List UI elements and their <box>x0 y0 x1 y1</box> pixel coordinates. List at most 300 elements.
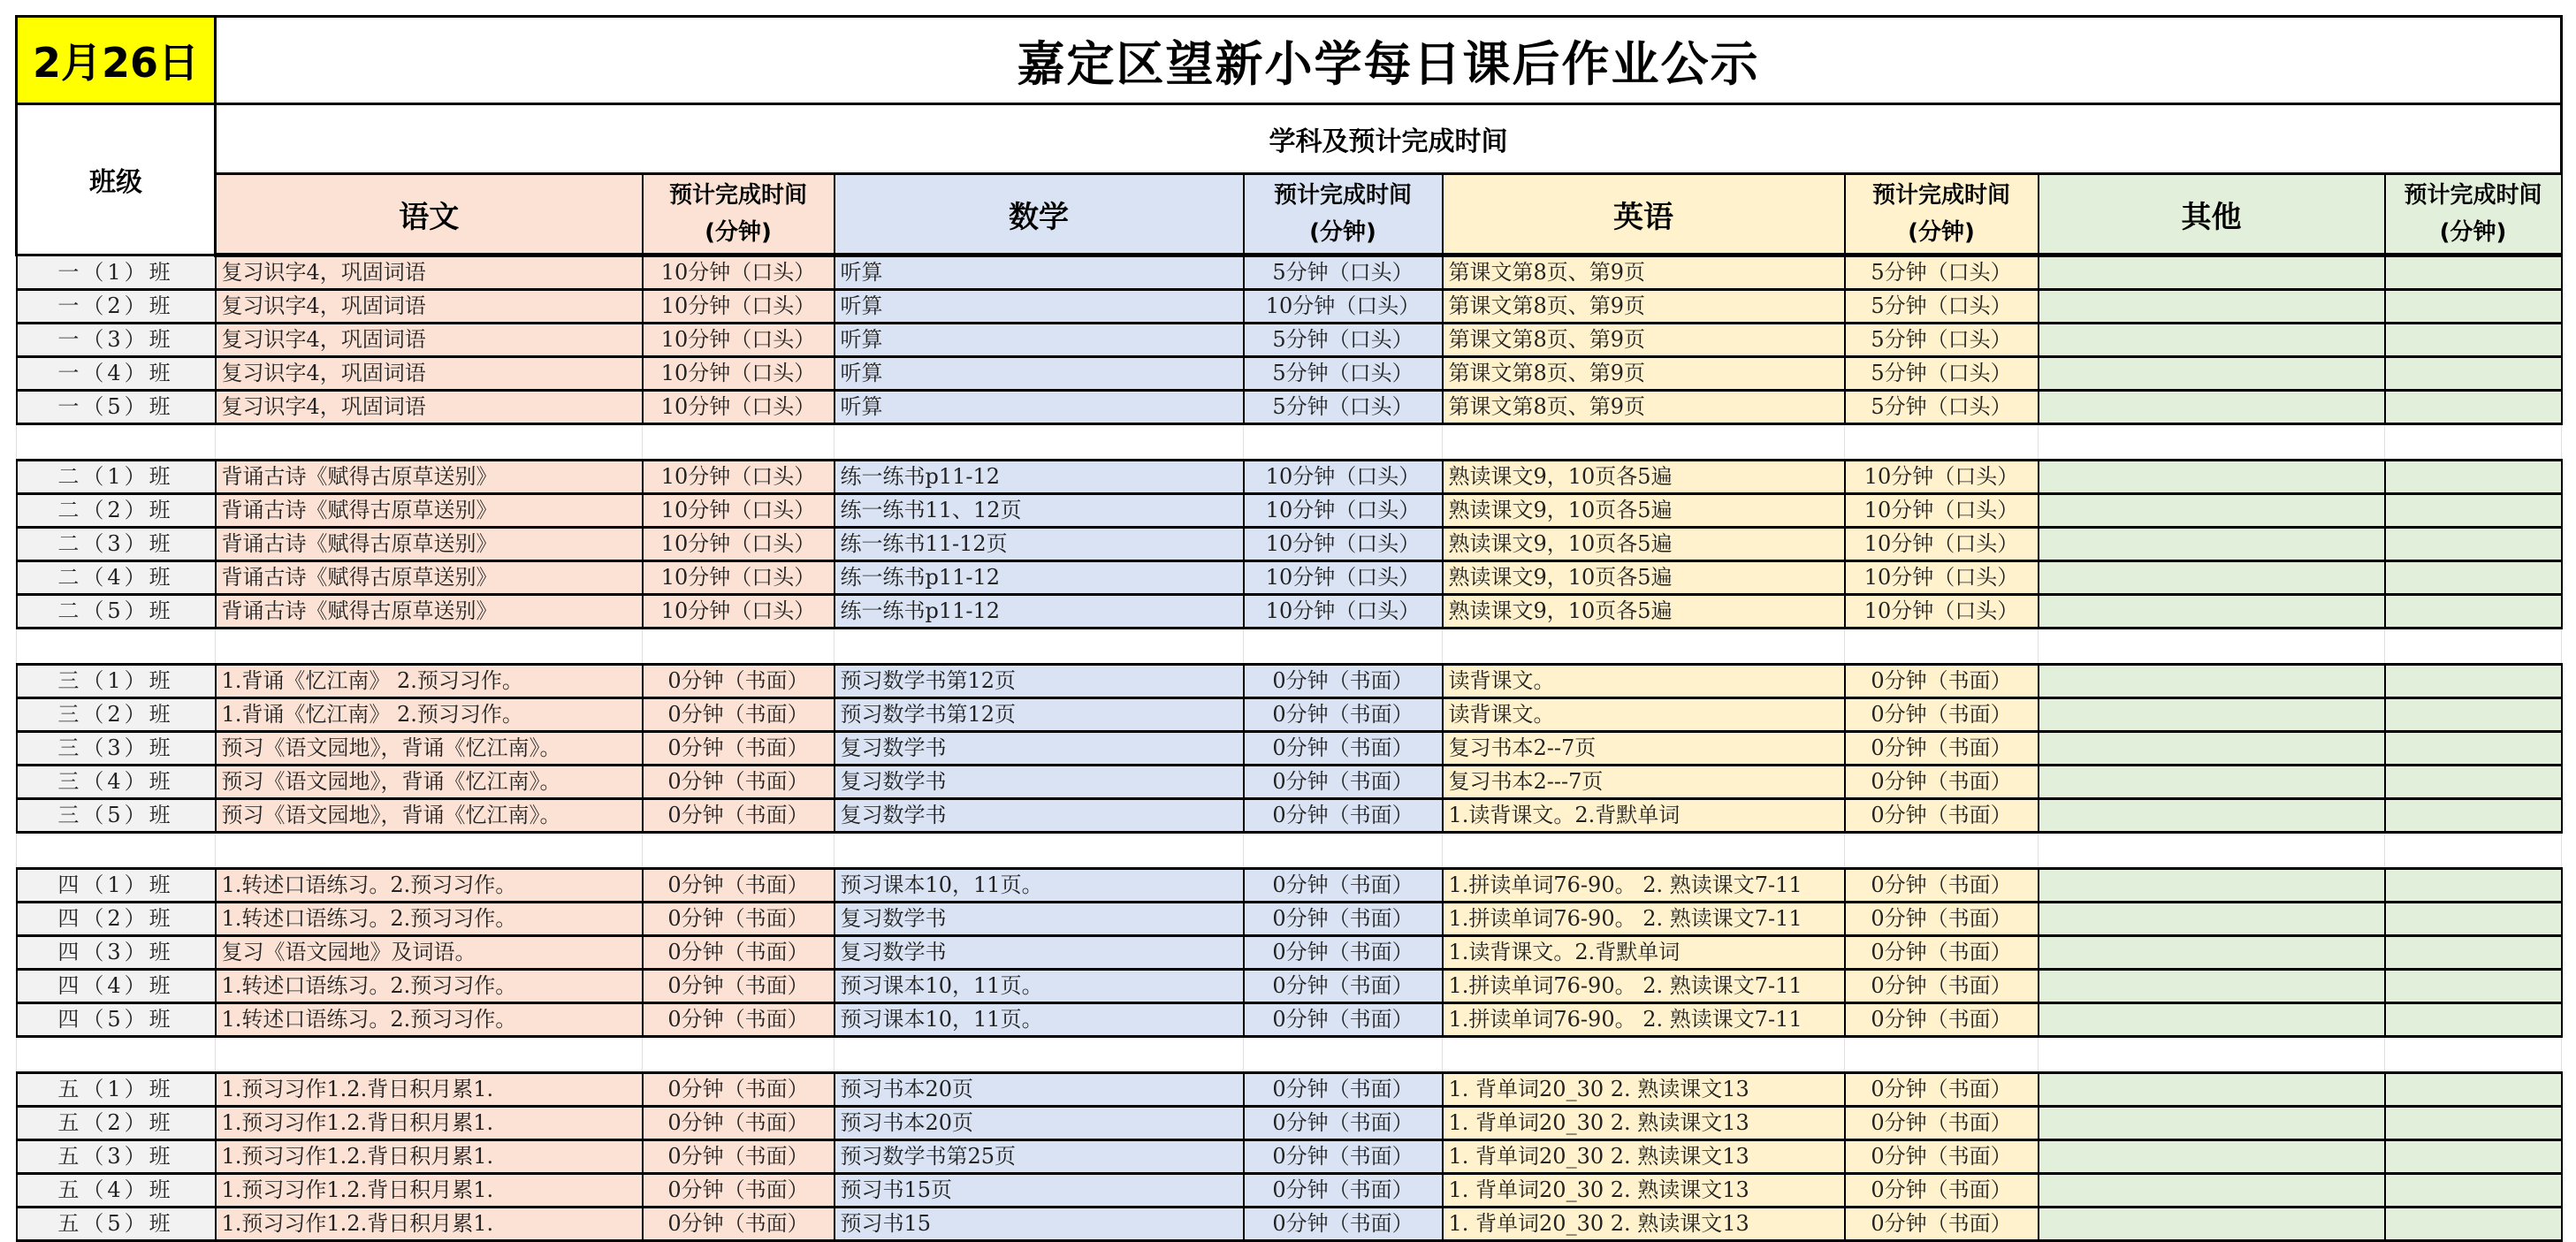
time-header-line2: (分钟) <box>1309 219 1376 246</box>
spacer-cell <box>643 833 835 869</box>
english-homework-cell: 第课文第8页、第9页 <box>1443 324 1845 357</box>
table-row <box>17 1073 2562 1107</box>
class-cell: 五（2）班 <box>17 1107 216 1140</box>
other-homework-cell <box>2039 561 2385 595</box>
other-time-cell <box>2385 1073 2562 1107</box>
chinese-column-header: 语文 <box>216 174 643 255</box>
english-homework-cell: 1. 背单词20_30 2. 熟读课文13 <box>1443 1174 1845 1208</box>
other-time-cell <box>2385 324 2562 357</box>
english-time-cell: 0分钟（书面） <box>1845 903 2039 936</box>
math-time-cell: 0分钟（书面） <box>1244 903 1443 936</box>
math-homework-cell: 复习数学书 <box>835 732 1244 766</box>
english-time-cell: 0分钟（书面） <box>1845 970 2039 1003</box>
english-homework-cell: 1. 背单词20_30 2. 熟读课文13 <box>1443 1073 1845 1107</box>
other-column-header: 其他 <box>2039 174 2385 255</box>
chinese-homework-cell: 1.背诵《忆江南》 2.预习习作。 <box>216 665 643 698</box>
chinese-time-cell: 0分钟（书面） <box>643 1174 835 1208</box>
spacer-cell <box>1443 629 1845 665</box>
english-homework-cell: 1.读背课文。2.背默单词 <box>1443 936 1845 970</box>
chinese-homework-cell: 1.转述口语练习。2.预习习作。 <box>216 1003 643 1037</box>
math-time-cell: 10分钟（口头） <box>1244 561 1443 595</box>
math-homework-cell: 预习课本10，11页。 <box>835 1003 1244 1037</box>
spacer-row <box>17 629 2562 665</box>
math-homework-cell: 听算 <box>835 391 1244 424</box>
english-time-cell: 0分钟（书面） <box>1845 698 2039 732</box>
other-homework-cell <box>2039 528 2385 561</box>
date-cell: 2月26日 <box>17 17 216 104</box>
chinese-time-cell: 10分钟（口头） <box>643 461 835 494</box>
class-cell: 五（4）班 <box>17 1174 216 1208</box>
english-time-cell: 0分钟（书面） <box>1845 1140 2039 1174</box>
class-cell: 四（5）班 <box>17 1003 216 1037</box>
english-homework-cell: 熟读课文9，10页各5遍 <box>1443 528 1845 561</box>
english-time-cell: 0分钟（书面） <box>1845 1073 2039 1107</box>
table-row <box>17 357 2562 391</box>
other-time-cell <box>2385 1107 2562 1140</box>
other-time-cell <box>2385 290 2562 324</box>
spacer-cell <box>2039 629 2385 665</box>
english-homework-cell: 1.拼读单词76-90。 2. 熟读课文7-11 <box>1443 869 1845 903</box>
other-homework-cell <box>2039 903 2385 936</box>
other-time-cell <box>2385 799 2562 833</box>
class-cell: 三（4）班 <box>17 766 216 799</box>
table-row <box>17 903 2562 936</box>
chinese-time-cell: 10分钟（口头） <box>643 595 835 629</box>
other-time-cell <box>2385 1140 2562 1174</box>
time-header-line1: 预计完成时间 <box>668 182 807 209</box>
chinese-time-cell: 0分钟（书面） <box>643 970 835 1003</box>
other-time-cell <box>2385 1174 2562 1208</box>
english-time-cell: 10分钟（口头） <box>1845 561 2039 595</box>
spacer-cell <box>643 424 835 461</box>
chinese-homework-cell: 复习识字4，巩固词语 <box>216 255 643 290</box>
chinese-homework-cell: 1.预习习作1.2.背日积月累1. <box>216 1174 643 1208</box>
other-time-cell <box>2385 698 2562 732</box>
english-time-cell: 5分钟（口头） <box>1845 391 2039 424</box>
time-header-line1: 预计完成时间 <box>2404 182 2542 209</box>
english-homework-cell: 第课文第8页、第9页 <box>1443 255 1845 290</box>
math-time-cell: 0分钟（书面） <box>1244 766 1443 799</box>
spacer-cell <box>1845 833 2039 869</box>
spacer-cell <box>1845 1037 2039 1073</box>
english-time-cell: 0分钟（书面） <box>1845 1174 2039 1208</box>
spacer-cell <box>17 1037 216 1073</box>
english-time-cell: 10分钟（口头） <box>1845 494 2039 528</box>
chinese-homework-cell: 背诵古诗《赋得古原草送别》 <box>216 494 643 528</box>
spacer-cell <box>216 833 643 869</box>
math-time-cell: 0分钟（书面） <box>1244 1107 1443 1140</box>
other-time-cell <box>2385 528 2562 561</box>
english-time-cell: 0分钟（书面） <box>1845 1107 2039 1140</box>
other-time-cell <box>2385 970 2562 1003</box>
other-homework-cell <box>2039 698 2385 732</box>
chinese-time-cell: 10分钟（口头） <box>643 561 835 595</box>
chinese-time-cell: 10分钟（口头） <box>643 391 835 424</box>
spacer-cell <box>216 1037 643 1073</box>
class-cell: 二（5）班 <box>17 595 216 629</box>
class-cell: 一（1）班 <box>17 255 216 290</box>
other-homework-cell <box>2039 936 2385 970</box>
class-cell: 四（3）班 <box>17 936 216 970</box>
english-time-cell: 0分钟（书面） <box>1845 732 2039 766</box>
math-time-cell: 0分钟（书面） <box>1244 665 1443 698</box>
english-homework-cell: 1.拼读单词76-90。 2. 熟读课文7-11 <box>1443 1003 1845 1037</box>
math-homework-cell: 听算 <box>835 357 1244 391</box>
spacer-cell <box>835 1037 1244 1073</box>
other-homework-cell <box>2039 595 2385 629</box>
other-time-cell <box>2385 1208 2562 1241</box>
class-cell: 二（4）班 <box>17 561 216 595</box>
english-time-cell: 10分钟（口头） <box>1845 595 2039 629</box>
table-row <box>17 732 2562 766</box>
class-cell: 二（2）班 <box>17 494 216 528</box>
class-cell: 一（4）班 <box>17 357 216 391</box>
other-homework-cell <box>2039 799 2385 833</box>
table-row <box>17 869 2562 903</box>
math-time-cell: 5分钟（口头） <box>1244 391 1443 424</box>
homework-table <box>15 15 2563 1242</box>
chinese-homework-cell: 背诵古诗《赋得古原草送别》 <box>216 561 643 595</box>
class-cell: 三（5）班 <box>17 799 216 833</box>
english-time-cell: 0分钟（书面） <box>1845 665 2039 698</box>
english-time-cell: 5分钟（口头） <box>1845 255 2039 290</box>
spacer-cell <box>1244 629 1443 665</box>
other-time-cell <box>2385 1003 2562 1037</box>
table-row <box>17 391 2562 424</box>
spacer-row <box>17 833 2562 869</box>
table-body <box>17 255 2562 1241</box>
math-time-cell: 5分钟（口头） <box>1244 324 1443 357</box>
math-time-cell: 5分钟（口头） <box>1244 357 1443 391</box>
math-homework-cell: 预习书15页 <box>835 1174 1244 1208</box>
other-time-cell <box>2385 494 2562 528</box>
chinese-homework-cell: 复习识字4，巩固词语 <box>216 357 643 391</box>
spacer-cell <box>1244 833 1443 869</box>
math-homework-cell: 复习数学书 <box>835 766 1244 799</box>
math-column-header: 数学 <box>835 174 1244 255</box>
chinese-time-cell: 0分钟（书面） <box>643 665 835 698</box>
spacer-cell <box>216 424 643 461</box>
chinese-homework-cell: 预习《语文园地》，背诵《忆江南》。 <box>216 799 643 833</box>
math-homework-cell: 听算 <box>835 290 1244 324</box>
other-homework-cell <box>2039 869 2385 903</box>
english-homework-cell: 读背课文。 <box>1443 665 1845 698</box>
chinese-time-cell: 0分钟（书面） <box>643 869 835 903</box>
spacer-row <box>17 424 2562 461</box>
subject-group-header: 学科及预计完成时间 <box>216 104 2562 174</box>
table-row <box>17 290 2562 324</box>
class-cell: 四（1）班 <box>17 869 216 903</box>
english-homework-cell: 熟读课文9，10页各5遍 <box>1443 494 1845 528</box>
math-time-cell: 0分钟（书面） <box>1244 1140 1443 1174</box>
class-cell: 五（5）班 <box>17 1208 216 1241</box>
math-homework-cell: 预习书15 <box>835 1208 1244 1241</box>
english-column-header: 英语 <box>1443 174 1845 255</box>
math-homework-cell: 预习数学书第25页 <box>835 1140 1244 1174</box>
class-cell: 五（1）班 <box>17 1073 216 1107</box>
chinese-time-cell: 0分钟（书面） <box>643 903 835 936</box>
spacer-cell <box>1244 424 1443 461</box>
spacer-cell <box>1845 629 2039 665</box>
english-time-cell: 5分钟（口头） <box>1845 357 2039 391</box>
table-row <box>17 494 2562 528</box>
class-cell: 三（2）班 <box>17 698 216 732</box>
math-homework-cell: 复习数学书 <box>835 903 1244 936</box>
math-time-cell: 10分钟（口头） <box>1244 461 1443 494</box>
table-row <box>17 799 2562 833</box>
other-homework-cell <box>2039 970 2385 1003</box>
chinese-time-cell: 0分钟（书面） <box>643 766 835 799</box>
class-cell: 五（3）班 <box>17 1140 216 1174</box>
spacer-cell <box>1244 1037 1443 1073</box>
time-header-line2: (分钟) <box>2439 219 2507 246</box>
class-cell: 四（4）班 <box>17 970 216 1003</box>
chinese-homework-cell: 1.预习习作1.2.背日积月累1. <box>216 1140 643 1174</box>
chinese-homework-cell: 复习识字4，巩固词语 <box>216 290 643 324</box>
other-homework-cell <box>2039 357 2385 391</box>
english-time-cell: 0分钟（书面） <box>1845 1003 2039 1037</box>
english-homework-cell: 1.读背课文。2.背默单词 <box>1443 799 1845 833</box>
math-time-cell: 10分钟（口头） <box>1244 528 1443 561</box>
chinese-time-cell: 10分钟（口头） <box>643 357 835 391</box>
other-homework-cell <box>2039 766 2385 799</box>
time-header-line2: (分钟) <box>1908 219 1975 246</box>
class-cell: 二（3）班 <box>17 528 216 561</box>
math-time-cell: 0分钟（书面） <box>1244 799 1443 833</box>
chinese-time-cell: 10分钟（口头） <box>643 324 835 357</box>
class-cell: 一（2）班 <box>17 290 216 324</box>
class-cell: 一（5）班 <box>17 391 216 424</box>
chinese-time-cell: 0分钟（书面） <box>643 1208 835 1241</box>
chinese-time-cell: 10分钟（口头） <box>643 255 835 290</box>
table-row <box>17 595 2562 629</box>
other-time-cell <box>2385 357 2562 391</box>
english-homework-cell: 1. 背单词20_30 2. 熟读课文13 <box>1443 1107 1845 1140</box>
class-cell: 三（3）班 <box>17 732 216 766</box>
math-homework-cell: 练一练书p11-12 <box>835 461 1244 494</box>
spacer-cell <box>835 629 1244 665</box>
other-time-cell <box>2385 732 2562 766</box>
chinese-homework-cell: 背诵古诗《赋得古原草送别》 <box>216 461 643 494</box>
other-homework-cell <box>2039 1208 2385 1241</box>
spacer-cell <box>2385 833 2562 869</box>
english-homework-cell: 第课文第8页、第9页 <box>1443 357 1845 391</box>
math-homework-cell: 预习书本20页 <box>835 1107 1244 1140</box>
math-homework-cell: 听算 <box>835 324 1244 357</box>
other-time-cell <box>2385 665 2562 698</box>
english-time-cell: 10分钟（口头） <box>1845 461 2039 494</box>
spacer-cell <box>1443 424 1845 461</box>
math-homework-cell: 练一练书p11-12 <box>835 561 1244 595</box>
other-time-cell <box>2385 903 2562 936</box>
math-time-cell: 10分钟（口头） <box>1244 290 1443 324</box>
class-cell: 三（1）班 <box>17 665 216 698</box>
math-time-header <box>1244 174 1443 255</box>
math-homework-cell: 复习数学书 <box>835 799 1244 833</box>
math-time-cell: 0分钟（书面） <box>1244 698 1443 732</box>
other-time-cell <box>2385 869 2562 903</box>
other-time-cell <box>2385 595 2562 629</box>
other-homework-cell <box>2039 1107 2385 1140</box>
other-time-cell <box>2385 391 2562 424</box>
other-homework-cell <box>2039 494 2385 528</box>
other-homework-cell <box>2039 1073 2385 1107</box>
spacer-cell <box>835 424 1244 461</box>
spacer-cell <box>2039 833 2385 869</box>
table-row <box>17 665 2562 698</box>
other-time-cell <box>2385 561 2562 595</box>
time-header-line1: 预计完成时间 <box>1273 182 1412 209</box>
chinese-homework-cell: 1.背诵《忆江南》 2.预习习作。 <box>216 698 643 732</box>
math-time-cell: 0分钟（书面） <box>1244 869 1443 903</box>
math-time-cell: 10分钟（口头） <box>1244 595 1443 629</box>
chinese-time-cell: 0分钟（书面） <box>643 1107 835 1140</box>
math-time-cell: 0分钟（书面） <box>1244 1003 1443 1037</box>
chinese-homework-cell: 1.转述口语练习。2.预习习作。 <box>216 970 643 1003</box>
spacer-cell <box>2385 1037 2562 1073</box>
table-row <box>17 324 2562 357</box>
chinese-time-cell: 0分钟（书面） <box>643 936 835 970</box>
math-time-cell: 0分钟（书面） <box>1244 970 1443 1003</box>
math-time-cell: 0分钟（书面） <box>1244 1208 1443 1241</box>
english-homework-cell: 熟读课文9，10页各5遍 <box>1443 561 1845 595</box>
other-time-header <box>2385 174 2562 255</box>
table-row <box>17 1208 2562 1241</box>
english-homework-cell: 复习书本2--7页 <box>1443 732 1845 766</box>
chinese-homework-cell: 1.转述口语练习。2.预习习作。 <box>216 869 643 903</box>
english-time-cell: 5分钟（口头） <box>1845 324 2039 357</box>
english-homework-cell: 熟读课文9，10页各5遍 <box>1443 595 1845 629</box>
chinese-homework-cell: 1.预习习作1.2.背日积月累1. <box>216 1208 643 1241</box>
math-homework-cell: 预习数学书第12页 <box>835 665 1244 698</box>
chinese-homework-cell: 复习《语文园地》及词语。 <box>216 936 643 970</box>
english-homework-cell: 1.拼读单词76-90。 2. 熟读课文7-11 <box>1443 903 1845 936</box>
math-homework-cell: 复习数学书 <box>835 936 1244 970</box>
other-homework-cell <box>2039 255 2385 290</box>
chinese-homework-cell: 背诵古诗《赋得古原草送别》 <box>216 595 643 629</box>
page-title: 嘉定区望新小学每日课后作业公示 <box>216 17 2562 104</box>
english-time-cell: 0分钟（书面） <box>1845 766 2039 799</box>
other-homework-cell <box>2039 1174 2385 1208</box>
english-homework-cell: 复习书本2---7页 <box>1443 766 1845 799</box>
chinese-time-cell: 0分钟（书面） <box>643 698 835 732</box>
chinese-homework-cell: 预习《语文园地》，背诵《忆江南》。 <box>216 766 643 799</box>
class-cell: 四（2）班 <box>17 903 216 936</box>
math-time-cell: 0分钟（书面） <box>1244 936 1443 970</box>
spacer-cell <box>1443 1037 1845 1073</box>
english-homework-cell: 1. 背单词20_30 2. 熟读课文13 <box>1443 1208 1845 1241</box>
other-homework-cell <box>2039 461 2385 494</box>
spacer-row <box>17 1037 2562 1073</box>
math-homework-cell: 练一练书11、12页 <box>835 494 1244 528</box>
other-homework-cell <box>2039 665 2385 698</box>
english-homework-cell: 第课文第8页、第9页 <box>1443 290 1845 324</box>
table-row <box>17 936 2562 970</box>
spacer-cell <box>2385 629 2562 665</box>
spacer-cell <box>216 629 643 665</box>
spacer-cell <box>643 629 835 665</box>
chinese-homework-cell: 1.预习习作1.2.背日积月累1. <box>216 1073 643 1107</box>
chinese-time-cell: 10分钟（口头） <box>643 494 835 528</box>
chinese-time-cell: 0分钟（书面） <box>643 799 835 833</box>
table-row <box>17 1003 2562 1037</box>
chinese-time-cell: 0分钟（书面） <box>643 1003 835 1037</box>
other-homework-cell <box>2039 732 2385 766</box>
chinese-time-cell: 0分钟（书面） <box>643 1140 835 1174</box>
english-time-header <box>1845 174 2039 255</box>
spacer-cell <box>17 424 216 461</box>
other-homework-cell <box>2039 1003 2385 1037</box>
chinese-time-cell: 10分钟（口头） <box>643 528 835 561</box>
table-row <box>17 698 2562 732</box>
spacer-cell <box>17 833 216 869</box>
spacer-cell <box>2039 1037 2385 1073</box>
english-homework-cell: 1.拼读单词76-90。 2. 熟读课文7-11 <box>1443 970 1845 1003</box>
math-homework-cell: 练一练书11-12页 <box>835 528 1244 561</box>
class-cell: 一（3）班 <box>17 324 216 357</box>
table-row <box>17 561 2562 595</box>
math-time-cell: 0分钟（书面） <box>1244 1174 1443 1208</box>
english-homework-cell: 1. 背单词20_30 2. 熟读课文13 <box>1443 1140 1845 1174</box>
spacer-cell <box>835 833 1244 869</box>
math-homework-cell: 预习课本10，11页。 <box>835 869 1244 903</box>
math-homework-cell: 预习数学书第12页 <box>835 698 1244 732</box>
chinese-time-header <box>643 174 835 255</box>
table-row <box>17 970 2562 1003</box>
chinese-homework-cell: 复习识字4，巩固词语 <box>216 324 643 357</box>
spacer-cell <box>643 1037 835 1073</box>
spacer-cell <box>2039 424 2385 461</box>
chinese-time-cell: 10分钟（口头） <box>643 290 835 324</box>
chinese-time-cell: 0分钟（书面） <box>643 732 835 766</box>
table-row <box>17 1107 2562 1140</box>
english-time-cell: 0分钟（书面） <box>1845 1208 2039 1241</box>
math-time-cell: 10分钟（口头） <box>1244 494 1443 528</box>
chinese-homework-cell: 预习《语文园地》，背诵《忆江南》。 <box>216 732 643 766</box>
english-time-cell: 0分钟（书面） <box>1845 799 2039 833</box>
time-header-line2: (分钟) <box>705 219 772 246</box>
time-header-line1: 预计完成时间 <box>1871 182 2010 209</box>
class-cell: 二（1）班 <box>17 461 216 494</box>
chinese-homework-cell: 背诵古诗《赋得古原草送别》 <box>216 528 643 561</box>
english-homework-cell: 熟读课文9，10页各5遍 <box>1443 461 1845 494</box>
other-time-cell <box>2385 461 2562 494</box>
math-homework-cell: 预习书本20页 <box>835 1073 1244 1107</box>
spacer-cell <box>1845 424 2039 461</box>
table-row <box>17 461 2562 494</box>
chinese-homework-cell: 1.转述口语练习。2.预习习作。 <box>216 903 643 936</box>
math-homework-cell: 练一练书p11-12 <box>835 595 1244 629</box>
table-row <box>17 1140 2562 1174</box>
other-time-cell <box>2385 255 2562 290</box>
table-row <box>17 255 2562 290</box>
chinese-homework-cell: 1.预习习作1.2.背日积月累1. <box>216 1107 643 1140</box>
table-row <box>17 528 2562 561</box>
chinese-homework-cell: 复习识字4，巩固词语 <box>216 391 643 424</box>
math-time-cell: 0分钟（书面） <box>1244 732 1443 766</box>
english-homework-cell: 第课文第8页、第9页 <box>1443 391 1845 424</box>
chinese-time-cell: 0分钟（书面） <box>643 1073 835 1107</box>
spacer-cell <box>1443 833 1845 869</box>
math-homework-cell: 听算 <box>835 255 1244 290</box>
other-homework-cell <box>2039 324 2385 357</box>
class-column-header: 班级 <box>17 104 216 255</box>
math-time-cell: 5分钟（口头） <box>1244 255 1443 290</box>
english-time-cell: 5分钟（口头） <box>1845 290 2039 324</box>
other-homework-cell <box>2039 1140 2385 1174</box>
spacer-cell <box>2385 424 2562 461</box>
english-homework-cell: 读背课文。 <box>1443 698 1845 732</box>
